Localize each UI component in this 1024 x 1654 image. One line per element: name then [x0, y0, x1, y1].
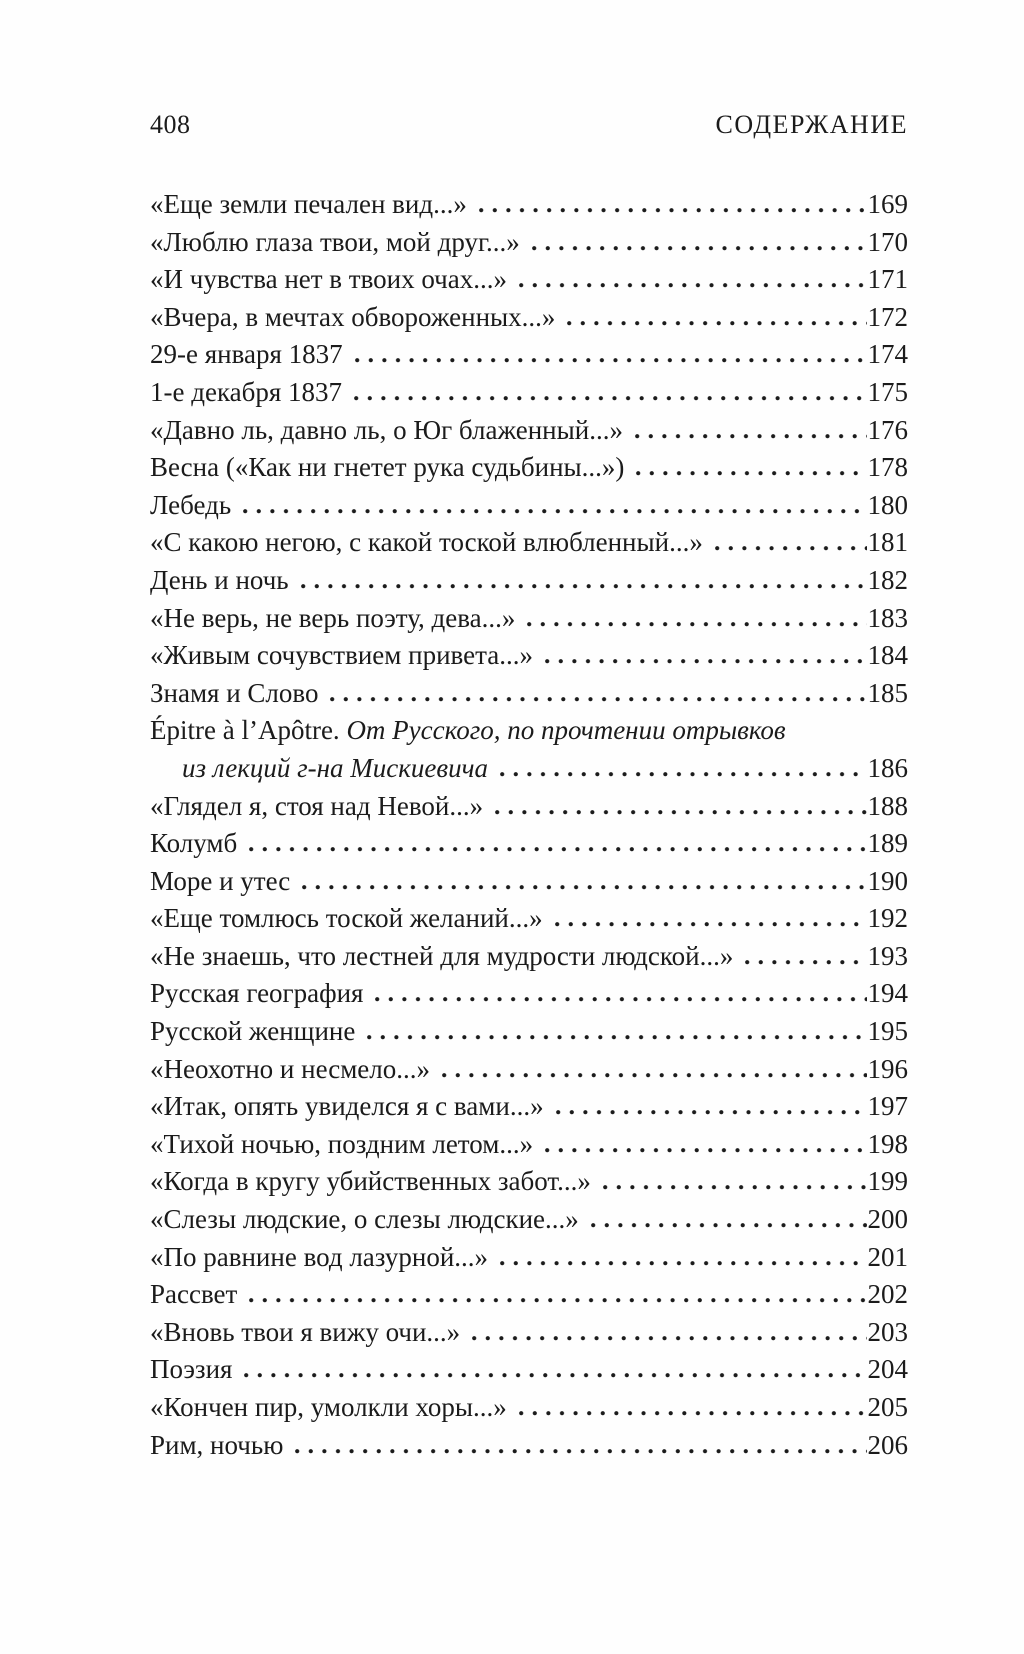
dot-leader: [516, 1409, 867, 1416]
dot-leader: [564, 319, 866, 326]
toc-row: [150, 938, 908, 976]
toc-page-number: 206: [867, 1429, 908, 1460]
toc-title: Лебедь: [150, 489, 232, 520]
toc-row: [150, 1163, 908, 1201]
dot-leader: [292, 1447, 866, 1454]
toc-row: [150, 562, 908, 600]
toc-page-number: 197: [867, 1091, 908, 1122]
toc-row: [150, 1239, 908, 1277]
toc-row: [150, 1126, 908, 1164]
toc-page-number: 174: [867, 339, 908, 370]
dot-leader: [351, 394, 866, 401]
toc-row: [150, 637, 908, 675]
toc-page-number: 183: [867, 602, 908, 633]
dot-leader: [497, 770, 867, 777]
toc-row: [150, 975, 908, 1013]
running-head: [150, 110, 908, 140]
toc-page-number: 184: [867, 640, 908, 671]
toc-title: Колумб: [150, 828, 238, 859]
toc-page-number: 196: [867, 1053, 908, 1084]
toc-row: [150, 224, 908, 262]
toc-title: Рассвет: [150, 1279, 238, 1310]
toc-row: [150, 412, 908, 450]
toc-title: «Когда в кругу убийственных забот...»: [150, 1166, 591, 1197]
toc-page-number: 204: [867, 1354, 908, 1385]
toc-title: Знамя и Слово: [150, 677, 319, 708]
dot-leader: [742, 958, 866, 965]
toc-row: [150, 374, 908, 412]
dot-leader: [516, 281, 867, 288]
toc-page-number: 169: [867, 189, 908, 219]
toc-title: «С какою негою, с какой тоской влюбленный...»: [150, 527, 703, 558]
toc-title: «Слезы людские, о слезы людские...»: [150, 1204, 579, 1235]
toc-title: Поэзия: [150, 1354, 233, 1385]
toc-row: [150, 750, 908, 788]
toc-page-number: 195: [867, 1016, 908, 1047]
toc-page-number: 181: [867, 527, 908, 558]
dot-leader: [246, 845, 866, 852]
toc-page-number: 205: [867, 1392, 908, 1422]
toc-list: [150, 186, 908, 1464]
toc-row: [150, 1051, 908, 1089]
toc-page-number: 175: [867, 376, 908, 407]
dot-leader: [372, 995, 866, 1002]
toc-row: [150, 1013, 908, 1051]
toc-page-number: 182: [867, 564, 908, 595]
dot-leader: [469, 1334, 866, 1341]
toc-row: [150, 1389, 908, 1427]
dot-leader: [246, 1296, 866, 1303]
toc-title: Épitre à l’Apôtre. От Русского, по прочтении отрывков: [150, 715, 786, 746]
toc-row: [150, 825, 908, 863]
toc-title: «И чувства нет в твоих очах...»: [150, 264, 507, 295]
toc-row: [150, 1351, 908, 1389]
toc-row: [150, 487, 908, 525]
toc-row: [150, 900, 908, 938]
toc-title: «Не верь, не верь поэту, дева...»: [150, 602, 516, 633]
toc-title: «Люблю глаза твои, мой друг...»: [150, 226, 520, 257]
toc-page-number: 194: [867, 978, 908, 1009]
toc-row: [150, 336, 908, 374]
toc-title: «Неохотно и несмело...»: [150, 1053, 431, 1084]
toc-page-number: 201: [867, 1241, 908, 1272]
toc-page-number: 180: [867, 489, 908, 520]
dot-leader: [632, 432, 867, 439]
toc-row: [150, 863, 908, 901]
toc-row: [150, 186, 908, 224]
toc-page-number: 170: [867, 226, 908, 257]
dot-leader: [712, 544, 867, 551]
dot-leader: [298, 582, 867, 589]
toc-page-number: 185: [867, 677, 908, 708]
toc-page-number: 203: [867, 1316, 908, 1347]
toc-row: [150, 1201, 908, 1239]
toc-row: [150, 1088, 908, 1126]
toc-title: 1-е декабря 1837: [150, 376, 343, 407]
toc-title: День и ночь: [150, 564, 289, 595]
dot-leader: [529, 244, 867, 251]
dot-leader: [588, 1221, 867, 1228]
toc-page-number: 192: [867, 903, 908, 934]
toc-page-number: 202: [867, 1279, 908, 1310]
dot-leader: [633, 469, 866, 476]
dot-leader: [299, 883, 866, 890]
dot-leader: [524, 620, 866, 627]
toc-title: «Вчера, в мечтах обвороженных...»: [150, 301, 556, 332]
toc-page-number: 193: [867, 940, 908, 971]
toc-title: «Вновь твои я вижу очи...»: [150, 1316, 461, 1347]
dot-leader: [327, 695, 866, 702]
toc-title: «Еще земли печален вид...»: [150, 189, 467, 219]
toc-row: [150, 1276, 908, 1314]
dot-leader: [352, 356, 867, 363]
toc-title: «Еще томлюсь тоской желаний...»: [150, 903, 543, 934]
dot-leader: [241, 1371, 866, 1378]
dot-leader: [492, 808, 866, 815]
dot-leader: [497, 1259, 866, 1266]
toc-page-number: 190: [867, 865, 908, 896]
toc-page-number: 199: [867, 1166, 908, 1197]
toc-row: [150, 261, 908, 299]
toc-title: «Глядел я, стоя над Невой...»: [150, 790, 484, 821]
toc-page-number: 189: [867, 828, 908, 859]
dot-leader: [600, 1183, 867, 1190]
dot-leader: [476, 206, 867, 213]
toc-title: «Тихой ночью, поздним летом...»: [150, 1128, 534, 1159]
page-number: 408: [150, 110, 191, 139]
dot-leader: [552, 920, 867, 927]
toc-title: «Давно ль, давно ль, о Юг блаженный...»: [150, 414, 623, 445]
toc-title: «Живым сочувствием привета...»: [150, 640, 533, 671]
toc-title: «Не знаешь, что лестней для мудрости людской...»: [150, 940, 734, 971]
toc-page-number: 200: [867, 1204, 908, 1235]
toc-row: [150, 675, 908, 713]
toc-row: [150, 712, 908, 750]
toc-page-number: 186: [867, 752, 908, 783]
toc-title: «Итак, опять увиделся я с вами...»: [150, 1091, 544, 1122]
toc-row: [150, 449, 908, 487]
toc-page-number: 171: [867, 264, 908, 295]
toc-title: Весна («Как ни гнетет рука судьбины...»): [150, 452, 625, 483]
toc-row: [150, 788, 908, 826]
toc-title: «По равнине вод лазурной...»: [150, 1241, 489, 1272]
toc-title: из лекций г-на Мискиевича: [182, 752, 488, 783]
toc-title: Море и утес: [150, 865, 291, 896]
toc-page-number: 176: [867, 414, 908, 445]
toc-title: Рим, ночью: [150, 1429, 284, 1460]
toc-row: [150, 1314, 908, 1352]
dot-leader: [364, 1033, 866, 1040]
toc-page-number: 172: [867, 301, 908, 332]
dot-leader: [553, 1108, 867, 1115]
toc-title: Русской женщине: [150, 1016, 356, 1047]
toc-title: Русская география: [150, 978, 364, 1009]
toc-row: [150, 299, 908, 337]
page-title: СОДЕРЖАНИЕ: [715, 110, 908, 139]
toc-page-number: 178: [867, 452, 908, 483]
toc-row: [150, 524, 908, 562]
toc-row: [150, 1427, 908, 1465]
toc-row: [150, 600, 908, 638]
dot-leader: [542, 1146, 866, 1153]
toc-page-number: 198: [867, 1128, 908, 1159]
toc-title: 29-е января 1837: [150, 339, 343, 370]
dot-leader: [542, 657, 867, 664]
toc-title: «Кончен пир, умолкли хоры...»: [150, 1392, 507, 1422]
toc-page-number: 188: [867, 790, 908, 821]
dot-leader: [240, 507, 866, 514]
dot-leader: [439, 1071, 866, 1078]
